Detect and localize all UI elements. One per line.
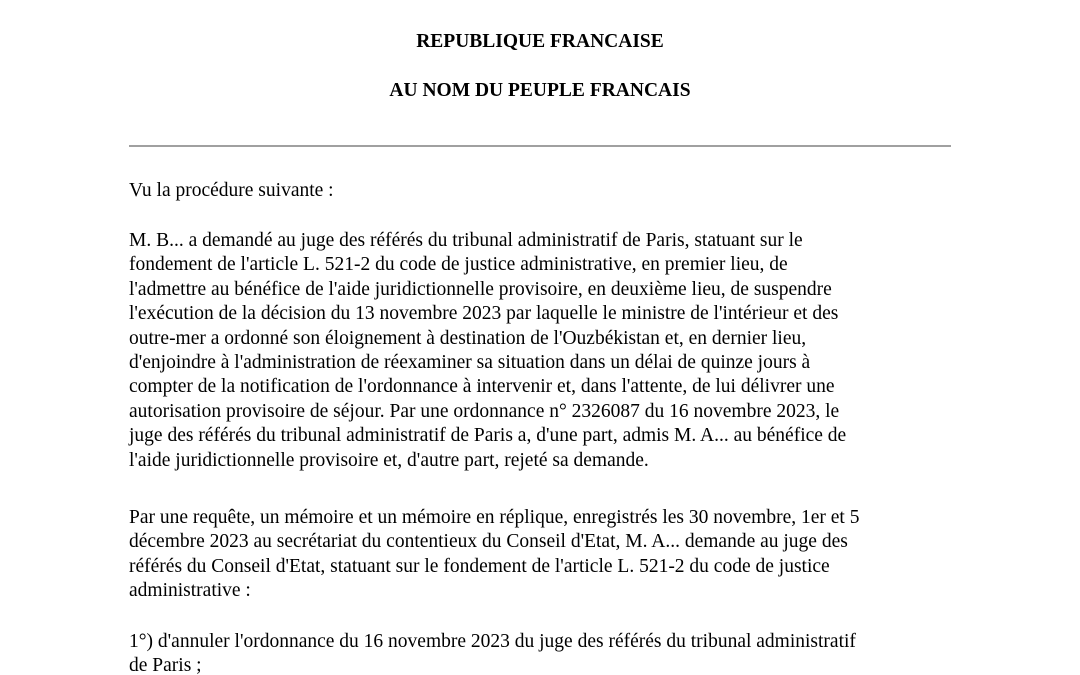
text-line: M. B... a demandé au juge des référés du tribunal administratif de Paris, statuant sur le [129, 230, 803, 251]
text-line: outre-mer a ordonné son éloignement à destination de l'Ouzbékistan et, en dernier lieu, [129, 327, 807, 349]
text-line: référés du Conseil d'Etat, statuant sur le fondement de l'article L. 521-2 du code de justice [129, 555, 830, 577]
text-line: fondement de l'article L. 521-2 du code de justice administrative, en premier lieu, de [129, 254, 788, 276]
text-line: juge des référés du tribunal administratif de Paris a, d'une part, admis M. A... au bénéfice de [129, 425, 847, 447]
text-line: d'enjoindre à l'administration de réexaminer sa situation dans un délai de quinze jours à [129, 352, 811, 374]
text-line: de Paris ; [129, 655, 202, 675]
text-line: compter de la notification de l'ordonnance à intervenir et, dans l'attente, de lui délivrer une [129, 376, 835, 398]
text-line: administrative : [129, 580, 251, 602]
text-line: 1°) d'annuler l'ordonnance du 16 novembre 2023 du juge des référés du tribunal administratif [129, 631, 856, 652]
paragraph-first-instance [129, 229, 951, 473]
document-heading-republic: REPUBLIQUE FRANCAISE [416, 31, 664, 52]
text-line: Par une requête, un mémoire et un mémoire en réplique, enregistrés les 30 novembre, 1er et 5 [129, 507, 860, 528]
paragraph-conclusion-1 [129, 630, 951, 675]
text-line: l'admettre au bénéfice de l'aide juridictionnelle provisoire, en deuxième lieu, de suspendre [129, 278, 832, 300]
text-line: l'aide juridictionnelle provisoire et, d'autre part, rejeté sa demande. [129, 449, 649, 471]
document-heading-people: AU NOM DU PEUPLE FRANCAIS [389, 80, 691, 101]
paragraph-appeal-request [129, 506, 951, 604]
text-line: l'exécution de la décision du 13 novembre 2023 par laquelle le ministre de l'intérieur et des [129, 303, 839, 325]
text-line: autorisation provisoire de séjour. Par une ordonnance n° 2326087 du 16 novembre 2023, le [129, 400, 840, 422]
text-line: décembre 2023 au secrétariat du contentieux du Conseil d'Etat, M. A... demande au juge des [129, 531, 848, 553]
procedure-intro: Vu la procédure suivante : [129, 180, 334, 201]
horizontal-divider [129, 145, 951, 147]
